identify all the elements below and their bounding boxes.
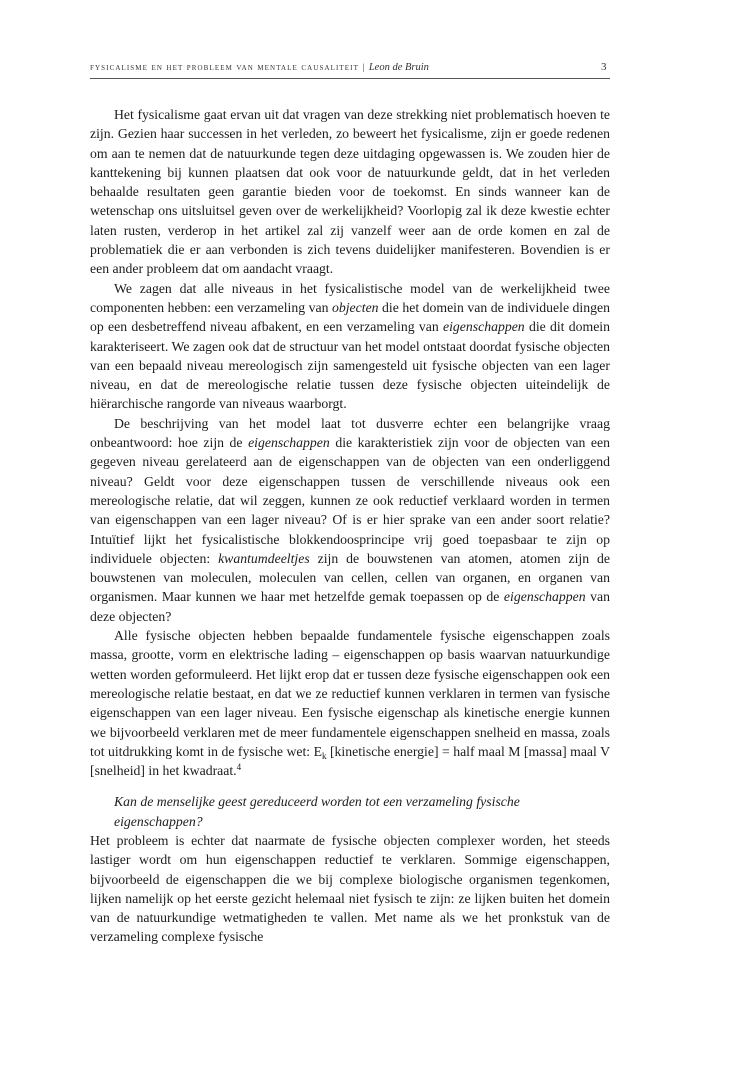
paragraph-3-part-d: van deze objecten? xyxy=(90,589,610,624)
running-head-separator: | xyxy=(358,63,369,73)
paragraph-3-part-a: De beschrijving van het model laat tot dusverre echter een belangrijke vraag onbeantwoord: hoe zijn de xyxy=(90,415,610,451)
paragraph-2-emphasis-2: eigenschappen xyxy=(442,319,525,335)
running-head-title: fysicalisme en het probleem van mentale causaliteit xyxy=(90,63,359,73)
paragraph-2-emphasis-1: objecten xyxy=(331,299,379,315)
paragraph-3-emphasis-2: kwantumdeeltjes xyxy=(218,550,310,566)
paragraph-3 xyxy=(90,414,610,626)
paragraph-5: Het probleem is echter dat naarmate de fysische objecten complexer worden, het steeds lastiger wordt om hun eigenschappen reductief te verklaren. Sommige eigenschappen, bijvoorbeeld de eigenschappen die we bij complexe biologische organismen tegenkomen, lijken namelijk op het eerste gezicht helemaal niet fysisch te zijn: ze lijken buiten het domein van de natuurkundige wetmatigheden te vallen. Met name als we het pronkstuk van de verzameling complexe fysische xyxy=(90,832,610,945)
paragraph-3-part-c: zijn de bouwstenen van atomen, atomen zijn de bouwstenen van moleculen, moleculen van cellen, cellen van organen, en organen van organismen. Maar kunnen we haar met hetzelfde gemak toepassen op de xyxy=(90,550,611,605)
paragraph-2-part-a: We zagen dat alle niveaus in het fysicalistische model van de werkelijkheid twee componenten hebben: een verzameling van xyxy=(90,280,610,315)
page-number: 3 xyxy=(601,61,607,73)
body-text xyxy=(90,105,610,947)
paragraph-4-subscript: k xyxy=(321,750,327,761)
paragraph-3-emphasis-3: eigenschappen xyxy=(503,589,586,605)
paragraph-3-emphasis-1: eigenschappen xyxy=(248,435,330,451)
paragraph-1: Het fysicalisme gaat ervan uit dat vragen van deze strekking niet problematisch hoeven te zijn. Gezien haar successen in het verleden, zo beweert het fysicalisme, zijn er goede redenen om aan te nemen dat de natuurkunde tegen deze uitdaging opgewassen is. We zouden hier de kanttekening bij kunnen plaatsen dat ook voor de natuurkunde geldt, dat in het verleden behaalde resultaten geen garantie bieden voor de toekomst. En sinds wanneer kan de wetenschap ons uitsluitsel geven over de werkelijkheid? Voorlopig zal ik deze kwestie echter laten rusten, verderop in het artikel zal zij vanzelf weer aan de orde komen en zal de problematiek die er aan verbonden is zich tevens duidelijker manifesteren. Bovendien is er een ander probleem dat om aandacht vraagt. xyxy=(90,107,610,277)
paragraph-4-part-b: [kinetische energie] = half maal M [massa] maal V [snelheid] in het kwadraat. xyxy=(90,743,610,779)
paragraph-2-part-b: die het domein van de individuele dingen op een desbetreffend niveau afbakent, en een verzameling van xyxy=(90,299,610,335)
paragraph-4 xyxy=(90,626,610,780)
paragraph-2 xyxy=(90,279,610,414)
running-head xyxy=(90,62,610,79)
paragraph-3-part-b: die karakteristiek zijn voor de objecten van een gegeven niveau gerelateerd aan de eigenschappen van de objecten van een onderliggend niveau? Geldt voor deze eigenschappen tussen de verschillende niveaus ook een mereologische relatie, dat wil zeggen, kunnen ze ook reductief verklaard worden in termen van eigenschappen van een lager niveau? Of is er hier sprake van een ander soort relatie? Intuïtief lijkt het fysicalistische blokkendoosprincipe vrij goed toepasbaar te zijn op individuele objecten: xyxy=(90,435,610,566)
paragraph-2-part-c: die dit domein karakteriseert. We zagen ook dat de structuur van het model ontstaat doordat fysische objecten van een bepaald niveau mereologisch zijn samengesteld uit fysische objecten van een lager niveau, en dat de mereologische relatie tussen deze fysische objecten uiteindelijk de hiërarchische rangorde van niveaus waarborgt. xyxy=(90,319,611,412)
paragraph-4-part-a: Alle fysische objecten hebben bepaalde fundamentele fysische eigenschappen zoals massa, grootte, vorm en elektrische lading – eigenschappen op basis waarvan natuurkundige wetten worden geformuleerd. Het lijkt erop dat er tussen deze fysische eigenschappen ook een mereologische relatie bestaat, en dat we ze reductief kunnen verklaren in termen van fysische eigenschappen van een lager niveau. Een fysische eigenschap als kinetische energie kunnen we bijvoorbeeld verklaren met de meer fundamentele eigenschappen snelheid en massa, zoals tot uitdrukking komt in de fysische wet: E xyxy=(90,628,610,759)
footnote-marker-4: 4 xyxy=(236,762,242,773)
section-heading: Kan de menselijke geest gereduceerd worden tot een verzameling fysische eigenschappen? xyxy=(114,794,520,829)
running-head-author: Leon de Bruin xyxy=(368,62,429,73)
